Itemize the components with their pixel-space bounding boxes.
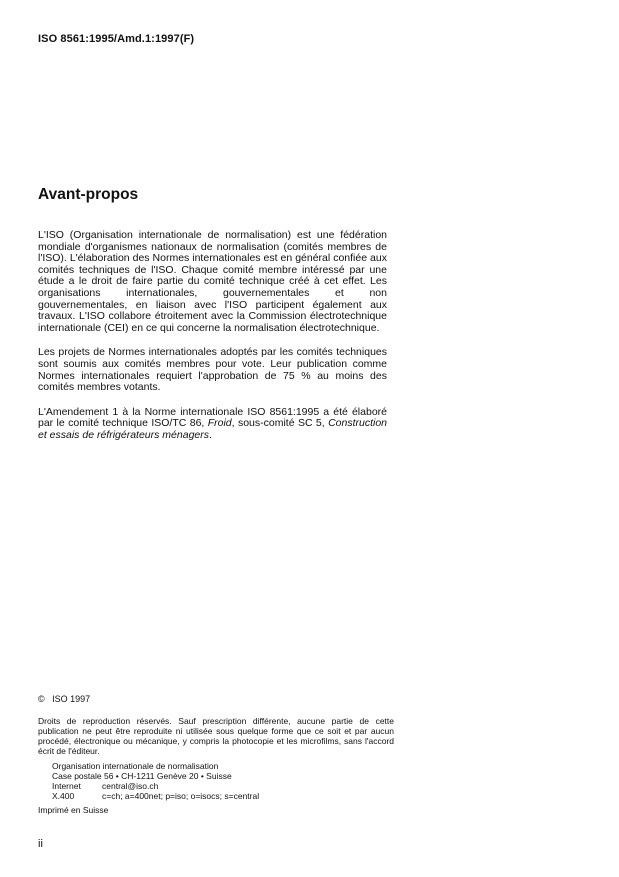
paragraph-iso-intro: L'ISO (Organisation internationale de normalisation) est une fédération mondiale d'organismes nationaux de normalisation (comités membres de l'ISO). L'élaboration des Normes internationales est en général confiée aux comités techniques de l'ISO. Chaque comité membre intéressé par une étude a le droit de faire partie du comité technique créé à cet effet. Les organisations internationales, gouvernementales et non gouvernementales, en liaison avec l'ISO participent également aux travaux. L'ISO collabore étroitement avec la Commission électrotechnique internationale (CEI) en ce qui concerne la normalisation électrotechnique.: [38, 229, 387, 334]
paragraph-amendment-text: L'Amendement 1 à la Norme internationale ISO 8561:1995 a été élaboré par le comité technique ISO/TC 86,: [38, 405, 387, 430]
publisher-org: Organisation internationale de normalisation: [52, 761, 219, 771]
copyright-line: © ISO 1997: [38, 694, 91, 704]
internet-email: central@iso.ch: [102, 781, 159, 791]
publisher-address-block: [52, 761, 259, 801]
committee-name: Froid: [207, 417, 232, 430]
paragraph-amendment: [38, 407, 387, 442]
x400-address: c=ch; a=400net; p=iso; o=isocs; s=central: [102, 791, 260, 801]
internet-label: Internet: [52, 781, 81, 791]
paragraph-amendment-text: , sous-comité SC 5,: [231, 417, 329, 430]
section-title: Avant-propos: [38, 186, 139, 203]
publisher-postal-address: Case postale 56 • CH-1211 Genève 20 • Suisse: [52, 771, 232, 781]
document-reference: ISO 8561:1995/Amd.1:1997(F): [38, 33, 195, 45]
page-number: ii: [38, 838, 43, 850]
paragraph-voting: Les projets de Normes internationales adoptés par les comités techniques sont soumis aux comités membres pour vote. Leur publication comme Normes internationales requiert l'approbation de 75 % au moins des comités membres votants.: [38, 346, 387, 394]
printed-in-line: Imprimé en Suisse: [38, 805, 109, 815]
subcommittee-name: Construction et essais de réfrigérateurs ménagers: [38, 417, 388, 441]
foreword-section: [38, 186, 387, 442]
rights-notice: Droits de reproduction réservés. Sauf prescription différente, aucune partie de cette publication ne peut être reproduite ni utilisée sous quelque forme que ce soit et par aucun procédé, électronique ou mécanique, y compris la photocopie et les microfilms, sans l'accord écrit de l'éditeur.: [38, 716, 394, 756]
x400-label: X.400: [52, 791, 75, 801]
paragraph-amendment-text: .: [209, 428, 212, 441]
publisher-x400-line: [52, 791, 259, 801]
publisher-internet-line: [52, 781, 259, 791]
